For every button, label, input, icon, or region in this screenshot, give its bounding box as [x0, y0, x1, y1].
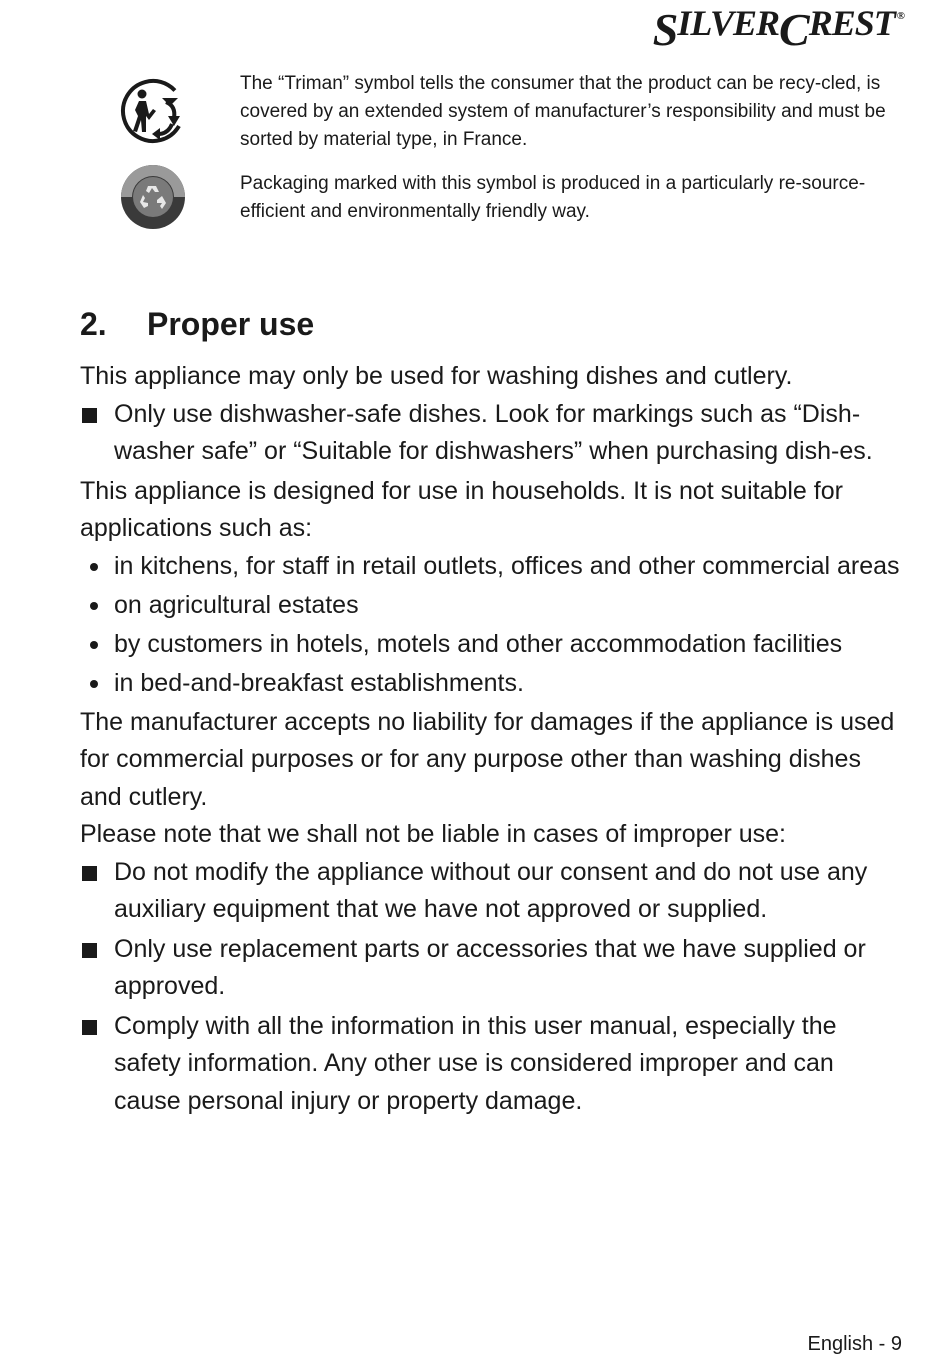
- triman-icon: [118, 76, 188, 146]
- square-bullet-icon: [82, 1020, 97, 1035]
- list-item-text: Comply with all the information in this user manual, especially the safety information. Any other use is considered improper and can cause personal injury or property damage.: [114, 1011, 837, 1115]
- recycling-description: Packaging marked with this symbol is produced in a particularly re-source-efficient and environmentally friendly way.: [240, 173, 866, 222]
- dot-bullet-icon: [90, 563, 98, 571]
- square-bullet-icon: [82, 866, 97, 881]
- list-item: [80, 396, 900, 471]
- triman-description: The “Triman” symbol tells the consumer that the product can be recy-cled, is covered by an extended system of manufacturer’s responsibility and must be sorted by material type, in France.: [240, 73, 886, 150]
- square-bullet-icon: [82, 408, 97, 423]
- list-item: [80, 626, 900, 664]
- liability-paragraph: The manufacturer accepts no liability for damages if the appliance is used for commercial purposes or for any purpose other than washing dishes and cutlery.: [80, 707, 895, 811]
- list-item-text: in bed-and-breakfast establishments.: [114, 668, 524, 697]
- list-item: [80, 548, 900, 586]
- list-item-text: by customers in hotels, motels and other accommodation facilities: [114, 629, 843, 658]
- dishwasher-safe-list: [80, 396, 900, 471]
- proper-use-section: [80, 296, 900, 1122]
- square-bullet-icon: [82, 943, 97, 958]
- triman-symbol-row: [0, 70, 950, 154]
- recycling-icon: [118, 162, 188, 232]
- dot-bullet-icon: [90, 602, 98, 610]
- list-item: [80, 587, 900, 625]
- list-item: [80, 1008, 900, 1121]
- section-number: 2.: [80, 306, 107, 342]
- section-title: Proper use: [147, 306, 315, 342]
- brand-logo: [653, 2, 904, 57]
- list-item: [80, 931, 900, 1006]
- list-item-text: on agricultural estates: [114, 590, 359, 619]
- symbols-section: [0, 70, 950, 226]
- list-item-text: in kitchens, for staff in retail outlets, offices and other commercial areas: [114, 551, 900, 580]
- intro-paragraph: This appliance may only be used for washing dishes and cutlery.: [80, 362, 793, 390]
- page-footer: English - 9: [807, 1333, 902, 1355]
- list-item-text: Only use dishwasher-safe dishes. Look for markings such as “Dish-washer safe” or “Suitable for dishwashers” when purchasing dish-es.: [114, 399, 873, 465]
- dot-bullet-icon: [90, 641, 98, 649]
- improper-use-paragraph: Please note that we shall not be liable in cases of improper use:: [80, 820, 786, 848]
- brand-name-part1-rest: ILVER: [677, 3, 780, 43]
- list-item-text: Only use replacement parts or accessories that we have supplied or approved.: [114, 934, 866, 1000]
- list-item: [80, 854, 900, 929]
- brand-name-part2-cap: C: [779, 4, 809, 55]
- list-item: [80, 665, 900, 703]
- recycling-symbol-row: [0, 170, 950, 226]
- brand-name-part1-cap: S: [652, 4, 678, 55]
- brand-name-part2-rest: REST: [808, 3, 895, 43]
- households-paragraph: This appliance is designed for use in households. It is not suitable for applications such as:: [80, 476, 843, 542]
- registered-mark: ®: [896, 10, 904, 22]
- unsuitable-applications-list: [80, 548, 900, 703]
- section-heading: [80, 296, 900, 352]
- list-item-text: Do not modify the appliance without our consent and do not use any auxiliary equipment that we have not approved or supplied.: [114, 857, 868, 923]
- dot-bullet-icon: [90, 680, 98, 688]
- improper-use-list: [80, 854, 900, 1121]
